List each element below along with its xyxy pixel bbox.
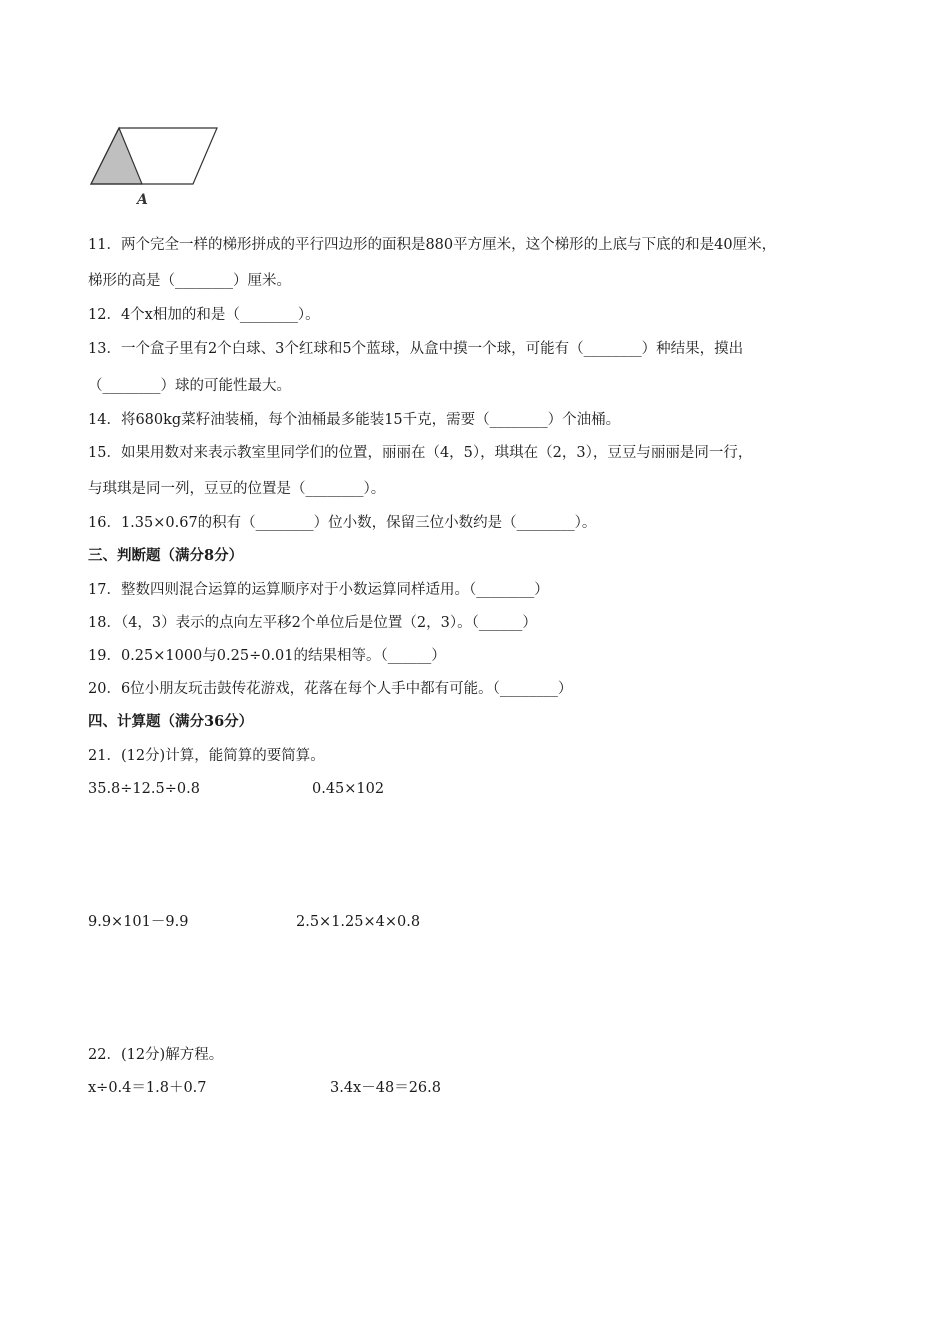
question-19: 19．0.25×1000与0.25÷0.01的结果相等。（______）	[88, 648, 446, 664]
section-3-heading: 三、判断题（满分8分）	[88, 547, 244, 564]
question-11-line1: 11．两个完全一样的梯形拼成的平行四边形的面积是880平方厘米，这个梯形的上底与下底的和是40厘米，	[88, 237, 777, 253]
figure-label-a: A	[137, 192, 148, 208]
calc-expression-2: 0.45×102	[312, 781, 385, 797]
equation-1: x÷0.4＝1.8＋0.7	[88, 1080, 207, 1096]
question-20: 20．6位小朋友玩击鼓传花游戏，花落在每个人手中都有可能。（________）	[88, 681, 573, 697]
question-18: 18．（4，3）表示的点向左平移2个单位后是位置（2，3）。（______）	[88, 615, 537, 631]
question-13-line2: （________）球的可能性最大。	[88, 378, 291, 394]
question-11-line2: 梯形的高是（________）厘米。	[88, 273, 291, 289]
calc-expression-3: 9.9×101－9.9	[88, 914, 189, 930]
question-21: 21．(12分)计算，能简算的要简算。	[88, 748, 325, 764]
equation-2: 3.4x－48＝26.8	[330, 1080, 441, 1096]
question-14: 14．将680kg菜籽油装桶，每个油桶最多能装15千克，需要（________）个油桶。	[88, 412, 621, 428]
calc-expression-4: 2.5×1.25×4×0.8	[296, 914, 421, 930]
question-17: 17．整数四则混合运算的运算顺序对于小数运算同样适用。（________）	[88, 582, 549, 598]
question-22: 22．(12分)解方程。	[88, 1047, 224, 1063]
parallelogram-figure	[88, 124, 223, 208]
section-4-heading: 四、计算题（满分36分）	[88, 713, 254, 730]
question-12: 12．4个x相加的和是（________）。	[88, 307, 320, 323]
question-15-line2: 与琪琪是同一列，豆豆的位置是（________）。	[88, 481, 386, 497]
calc-expression-1: 35.8÷12.5÷0.8	[88, 781, 200, 797]
shaded-triangle	[91, 128, 142, 184]
question-13-line1: 13．一个盒子里有2个白球、3个红球和5个蓝球，从盒中摸一个球，可能有（________）种结果，摸出	[88, 341, 744, 357]
question-15-line1: 15．如果用数对来表示教室里同学们的位置，丽丽在（4，5），琪琪在（2，3），豆豆与丽丽是同一行，	[88, 445, 753, 461]
question-16: 16．1.35×0.67的积有（________）位小数，保留三位小数约是（________）。	[88, 515, 597, 531]
